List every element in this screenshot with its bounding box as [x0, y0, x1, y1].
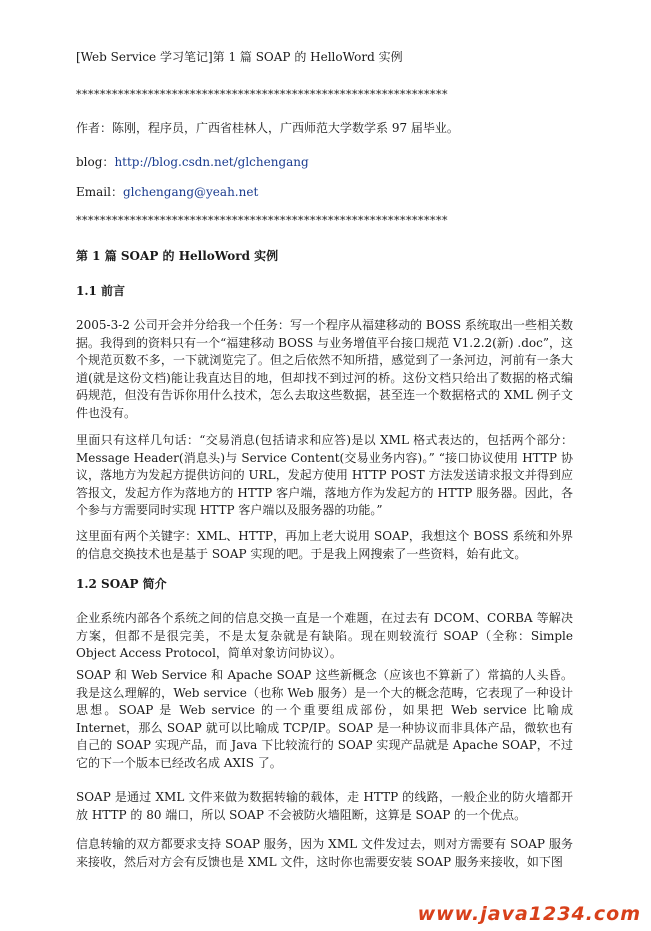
soap-paragraph-2: SOAP 和 Web Service 和 Apache SOAP 这些新概念（应该也不算新了）常搞的人头昏。我是这么理解的，Web service（也称 Web 服务）是一个大的概念范畴，它表现了一种设计思想。SOAP 是 Web service 的一个重要组成部份，如果把 Web service 比喻成 Internet，那么 SOAP 就可以比喻成 TCP/IP。SOAP 是一种协议而非具体产品，微软也有自己的 SOAP 实现产品，而 Java 下比较流行的 SOAP 实现产品就是 Apache SOAP，不过它的下一个版本已经改名成 AXIS 了。 [76, 668, 573, 770]
preface-paragraph-2: 里面只有这样几句话：“交易消息(包括请求和应答)是以 XML 格式表达的，包括两个部分：Message Header(消息头)与 Service Content(交易业务内容)。” “接口协议使用 HTTP 协议，落地方为发起方提供访问的 URL，发起方使用 HTTP POST 方法发送请求报文并得到应答报文，发起方作为落地方的 HTTP 客户端，落地方作为发起方的 HTTP 服务器。因此，各个参与方需要同时实现 HTTP 客户端以及服务器的功能。” [76, 433, 573, 517]
blog-label: blog： [76, 155, 115, 169]
section-heading-preface: 1.1 前言 [76, 284, 126, 298]
soap-paragraph-3: SOAP 是通过 XML 文件来做为数据转输的载体，走 HTTP 的线路，一般企业的防火墙都开放 HTTP 的 80 端口，所以 SOAP 不会被防火墙阻断，这算是 SOAP 的一个优点。 [76, 790, 573, 822]
soap-paragraph-1: 企业系统内部各个系统之间的信息交换一直是一个难题，在过去有 DCOM、CORBA 等解决方案，但都不是很完美，不是太复杂就是有缺陷。现在则较流行 SOAP（全称：Simple Object Access Protocol，简单对象访问协议）。 [76, 611, 573, 660]
blog-link[interactable]: http://blog.csdn.net/glchengang [114, 155, 309, 169]
separator-top: ************************************************************** [76, 88, 448, 101]
soap-paragraph-4: 信息转输的双方都要求支持 SOAP 服务，因为 XML 文件发过去，则对方需要有 SOAP 服务来接收，然后对方会有反馈也是 XML 文件，这时你也需要安装 SOAP 服务来接收，如下图 [76, 837, 573, 869]
preface-paragraph-3: 这里面有两个关键字：XML、HTTP，再加上老大说用 SOAP，我想这个 BOSS 系统和外界的信息交换技术也是基于 SOAP 实现的吧。于是我上网搜索了一些资料，始有此文。 [76, 529, 573, 561]
email-line [76, 184, 576, 201]
chapter-title: 第 1 篇 SOAP 的 HelloWord 实例 [76, 249, 279, 263]
blog-line [76, 154, 576, 171]
section-heading-soap-intro: 1.2 SOAP 简介 [76, 577, 167, 591]
document-header-title: [Web Service 学习笔记]第 1 篇 SOAP 的 HelloWord 实例 [76, 50, 403, 64]
email-link[interactable]: glchengang@yeah.net [122, 185, 259, 199]
email-label: Email： [76, 185, 123, 199]
author-line: 作者：陈刚，程序员，广西省桂林人，广西师范大学数学系 97 届毕业。 [76, 121, 459, 135]
separator-bottom: ************************************************************** [76, 214, 448, 227]
site-watermark: www.java1234.com [417, 903, 641, 925]
preface-paragraph-1: 2005-3-2 公司开会并分给我一个任务：写一个程序从福建移动的 BOSS 系统取出一些相关数据。我得到的资料只有一个“福建移动 BOSS 与业务增值平台接口规范 V1.2.2(新) .doc”，这个规范页数不多，一下就浏览完了。但之后依然不知所措，感觉到了一条河边，河前有一条大道(就是这份文档)能让我直达目的地，但却找不到过河的桥。这份文档只给出了数据的格式编码规范，但没有告诉你用什么技术，怎么去取这些数据，甚至连一个数据格式的 XML 例子文件也没有。 [76, 318, 573, 420]
